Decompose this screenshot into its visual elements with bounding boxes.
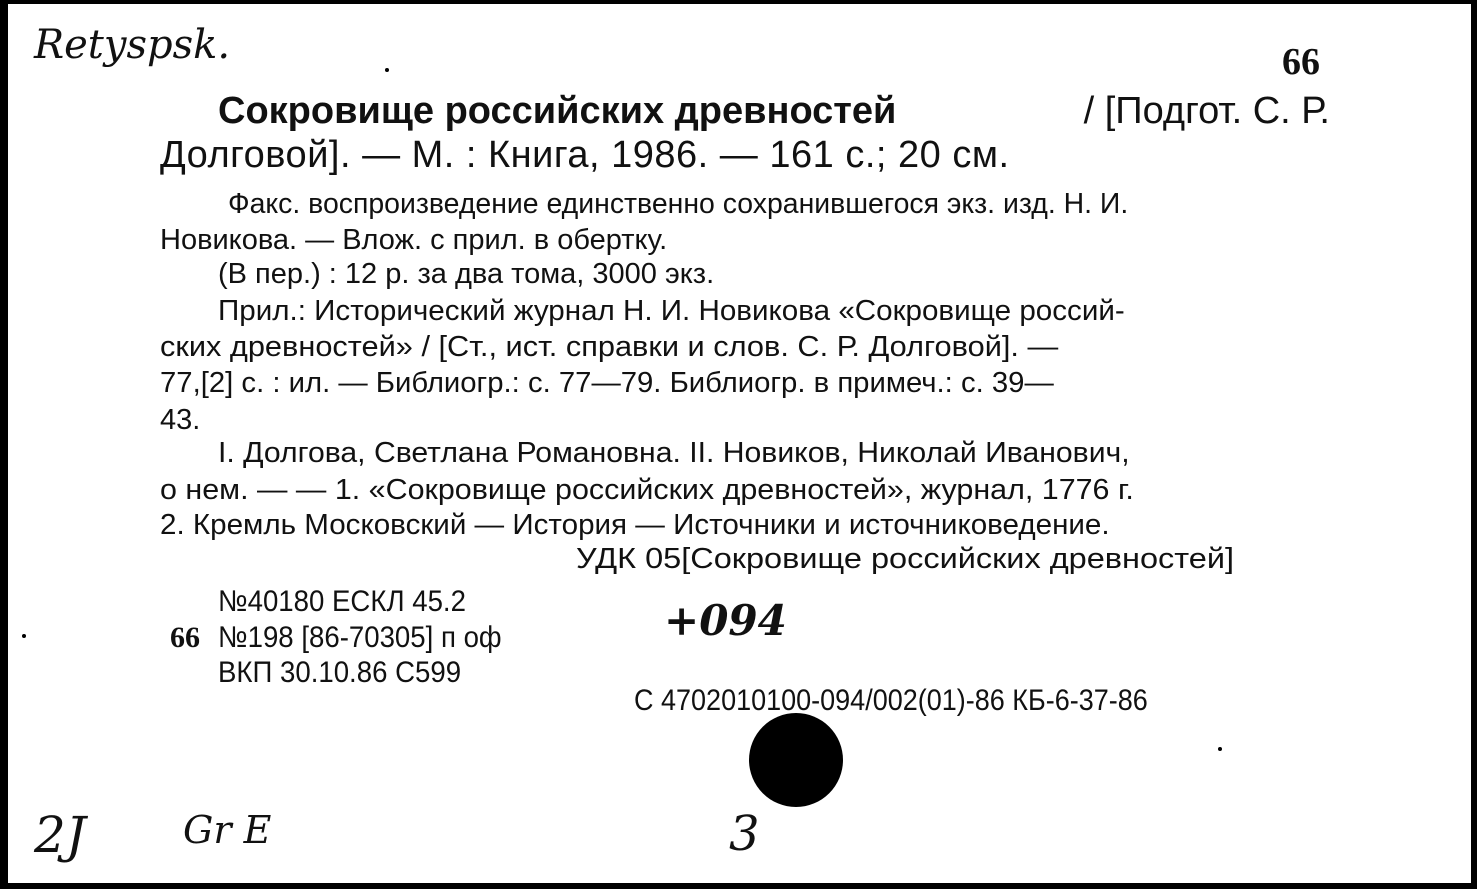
appendix-line: 77,[2] с. : ил. — Библиогр.: с. 77—79. Библиогр. в примеч.: с. 39— <box>160 367 1054 399</box>
handwritten-mark-left: 2J <box>34 806 86 864</box>
imprint-line: Долговой]. — М. : Книга, 1986. — 161 с.; 20 см. <box>160 134 1010 176</box>
appendix-line: ских древностей» / [Ст., ист. справки и слов. С. Р. Долговой]. — <box>160 331 1059 363</box>
handwritten-stamp-number: +094 <box>664 596 787 645</box>
ink-speck <box>1218 747 1222 751</box>
ink-speck <box>385 68 389 72</box>
facsimile-note-cont: Новикова. — Влож. с прил. в обертку. <box>160 224 668 256</box>
subject-heading-line: I. Долгова, Светлана Романовна. II. Новиков, Николай Иванович, <box>218 437 1130 469</box>
handwritten-mark-middle: Gr E <box>183 808 272 852</box>
responsibility-statement: / [Подгот. С. Р. <box>1083 90 1330 132</box>
price-line: (В пер.) : 12 р. за два тома, 3000 экз. <box>218 258 715 290</box>
registration-card-number: 66 <box>170 621 200 654</box>
catalog-code: С 4702010100-094/002(01)-86 КБ-6-37-86 <box>634 684 1148 717</box>
registration-line: №40180 ЕСКЛ 45.2 <box>218 585 466 618</box>
subject-heading-line: о нем. — — 1. «Сокровище российских древностей», журнал, 1776 г. <box>160 474 1134 506</box>
handwritten-note-top: Retyspsk. <box>34 22 231 68</box>
ink-speck <box>22 634 26 638</box>
book-title: Сокровище российских древностей <box>218 90 897 132</box>
appendix-line: 43. <box>160 404 201 436</box>
udk-classification: УДК 05[Сокровище российских древностей] <box>576 543 1235 575</box>
facsimile-note: Факс. воспроизведение единственно сохранившегося экз. изд. Н. И. <box>228 188 1129 220</box>
registration-line: №198 [86-70305] п оф <box>218 621 502 654</box>
card-number: 66 <box>1282 41 1320 83</box>
punch-hole <box>749 713 843 807</box>
title-line-1 <box>218 90 1330 133</box>
handwritten-mark-center: 3 <box>729 806 760 862</box>
registration-line: ВКП 30.10.86 С599 <box>218 656 462 689</box>
appendix-line: Прил.: Исторический журнал Н. И. Новикова «Сокровище россий- <box>218 295 1125 327</box>
subject-heading-line: 2. Кремль Московский — История — Источники и источниковедение. <box>160 509 1110 541</box>
